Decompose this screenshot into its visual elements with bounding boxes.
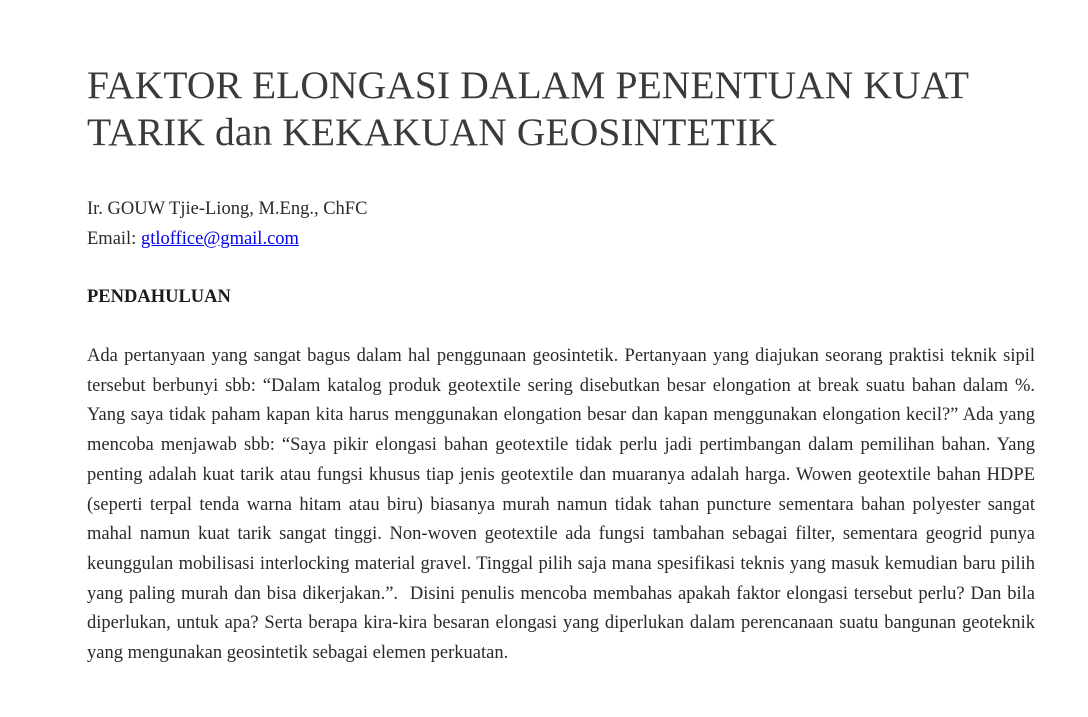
body-paragraph	[87, 342, 1035, 669]
title-line-1: FAKTOR ELONGASI DALAM PENENTUAN KUAT	[87, 63, 970, 107]
author-block	[87, 194, 1035, 254]
paragraph-part-1: Ada pertanyaan yang sangat bagus dalam hal penggunaan geosintetik. Pertanyaan yang diajukan seorang praktisi teknik sipil tersebut berbunyi sbb: “Dalam katalog produk geotextile sering disebutkan besar elongation at break suatu bahan dalam %. Yang saya tidak paham kapan kita harus menggunakan elongation besar dan kapan menggunakan elongation kecil?” Ada yang mencoba menjawab sbb: “Saya pikir elongasi bahan geotextile tidak perlu jadi pertimbangan dalam pemilihan bahan. Yang penting adalah kuat tarik atau fungsi khusus tiap jenis geotextile dan muaranya adalah harga. Wowen geotextile bahan HDPE (seperti terpal tenda warna hitam atau biru) biasanya murah namun tidak tahan puncture sementara bahan polyester sangat mahal namun kuat tarik sangat tinggi. Non-woven geotextile ada fungsi tambahan sebagai filter, sementara geogrid punya keunggulan mobilisasi interlocking material gravel. Tinggal pilih saja mana spesifikasi teknis yang masuk kemudian baru pilih yang paling murah dan bisa dikerjakan.”.	[87, 346, 1035, 604]
paragraph-part-2: Disini penulis mencoba membahas apakah faktor elongasi tersebut perlu? Dan bila diperlukan, untuk apa? Serta berapa kira-kira besaran elongasi yang diperlukan dalam perencanaan suatu bangunan geoteknik yang mengunakan geosintetik sebagai elemen perkuatan.	[87, 583, 1035, 664]
email-link[interactable]: gtloffice@gmail.com	[140, 229, 299, 249]
document-title	[87, 62, 1035, 156]
author-email-line	[87, 224, 1035, 254]
title-line-2: TARIK dan KEKAKUAN GEOSINTETIK	[87, 110, 777, 154]
author-name: Ir. GOUW Tjie-Liong, M.Eng., ChFC	[87, 199, 368, 219]
email-label: Email:	[87, 229, 141, 249]
document-page	[87, 62, 1035, 669]
section-heading: PENDAHULUAN	[87, 287, 231, 307]
